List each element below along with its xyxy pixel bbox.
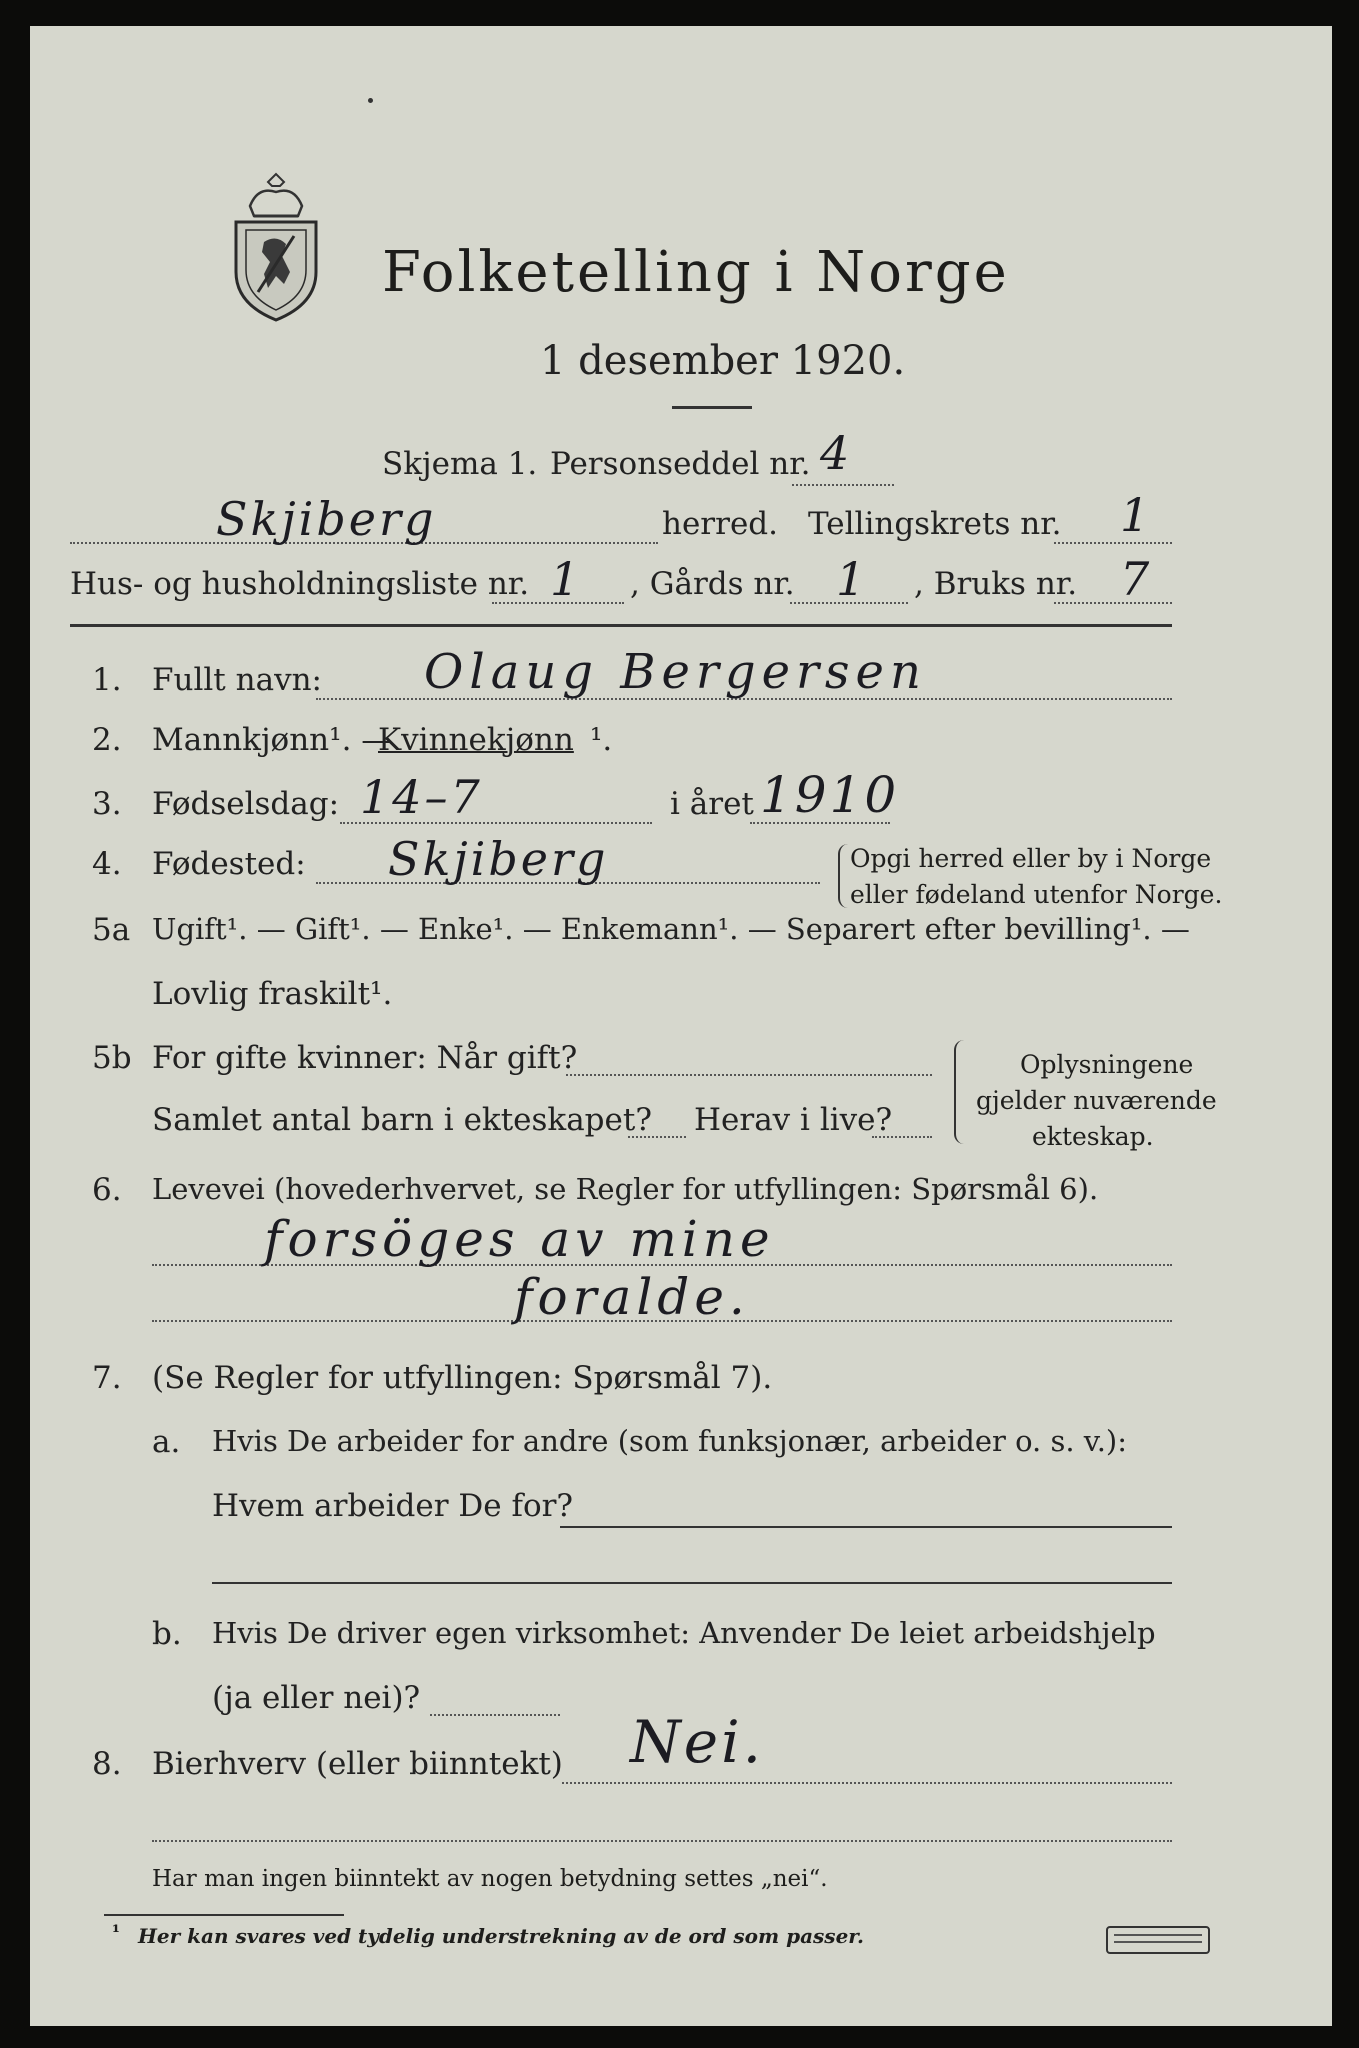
q7b-yesno-label: (ja eller nei)? — [212, 1680, 421, 1716]
norwegian-coat-of-arms-icon — [228, 172, 324, 322]
footnote-rule — [104, 1914, 344, 1916]
q4-value: Skjiberg — [388, 832, 609, 886]
q7a-extra-line — [212, 1582, 1172, 1584]
q5b-married-label: For gifte kvinner: Når gift? — [152, 1040, 578, 1076]
q4-label: Fødested: — [152, 846, 306, 882]
q5b-note-line3: ekteskap. — [1032, 1122, 1154, 1151]
q2-number: 2. — [92, 722, 122, 758]
q4-note-line1: Opgi herred eller by i Norge — [850, 844, 1212, 873]
q8-label: Bierhverv (eller biinntekt) — [152, 1746, 563, 1782]
q5a-option-divorced[interactable]: Lovlig fraskilt¹. — [152, 976, 393, 1012]
header-divider — [70, 624, 1172, 627]
paper-speck — [368, 98, 373, 103]
q6-value-line2: foralde. — [514, 1268, 750, 1326]
q4-note-brace — [838, 844, 848, 908]
q3-value: 14–7 — [360, 770, 483, 824]
q1-label: Fullt navn: — [152, 662, 322, 698]
q5b-married-line — [566, 1074, 932, 1076]
herred-label: herred. — [662, 506, 778, 542]
husliste-value: 1 — [550, 552, 583, 606]
q4-note-line2: eller fødeland utenfor Norge. — [850, 880, 1223, 909]
q5b-number: 5b — [92, 1040, 132, 1076]
census-date: 1 desember 1920. — [540, 338, 906, 384]
q1-value: Olaug Bergersen — [424, 644, 927, 700]
husliste-label: Hus- og husholdningsliste nr. — [70, 566, 530, 602]
q8-line — [562, 1782, 1172, 1784]
q4-number: 4. — [92, 846, 122, 882]
q6-number: 6. — [92, 1172, 122, 1208]
personseddel-label: Personseddel nr. — [550, 446, 811, 482]
q5b-note-line2: gjelder nuværende — [976, 1086, 1217, 1115]
q5b-note-brace — [954, 1040, 964, 1144]
q5b-alive-line — [872, 1136, 932, 1138]
q7a-employer-line — [560, 1526, 1172, 1528]
q7a-label: Hvis De arbeider for andre (som funksjonær, arbeider o. s. v.): — [212, 1424, 1128, 1458]
biinntekt-note: Har man ingen biinntekt av nogen betydning settes „nei“. — [152, 1866, 828, 1892]
title-rule — [672, 406, 752, 409]
q3-year-label: i året — [670, 786, 754, 822]
herred-value: Skjiberg — [216, 492, 437, 546]
tellingskrets-value: 1 — [1120, 488, 1153, 542]
q7-number: 7. — [92, 1360, 122, 1396]
tellingskrets-label: Tellingskrets nr. — [808, 506, 1062, 542]
q7a-employer-label: Hvem arbeider De for? — [212, 1488, 574, 1524]
personseddel-line — [792, 484, 894, 486]
q5b-note-line1: Oplysningene — [1020, 1050, 1194, 1079]
gards-label: , Gårds nr. — [630, 566, 795, 602]
q8-value: Nei. — [630, 1708, 765, 1776]
q1-number: 1. — [92, 662, 122, 698]
q7a-letter: a. — [152, 1424, 181, 1460]
q5b-alive-label: Herav i live? — [694, 1102, 893, 1138]
q5b-children-line — [628, 1136, 686, 1138]
q8-line2 — [152, 1840, 1172, 1842]
q5b-children-label: Samlet antal barn i ekteskapet? — [152, 1102, 652, 1138]
q6-value-line1: forsöges av mine — [264, 1210, 775, 1268]
q5a-number: 5a — [92, 912, 131, 948]
skjema-label: Skjema 1. — [382, 446, 538, 482]
gards-value: 1 — [836, 552, 869, 606]
q2-option-male[interactable]: Mannkjønn¹. — — [152, 722, 393, 758]
q8-number: 8. — [92, 1746, 122, 1782]
bruks-label: , Bruks nr. — [914, 566, 1078, 602]
printer-stamp-icon — [1106, 1926, 1210, 1954]
q7b-letter: b. — [152, 1616, 182, 1652]
q6-label: Levevei (hovederhvervet, se Regler for utfyllingen: Spørsmål 6). — [152, 1172, 1099, 1206]
q7b-label: Hvis De driver egen virksomhet: Anvender De leiet arbeidshjelp — [212, 1616, 1156, 1650]
tellingskrets-line — [1054, 542, 1172, 544]
q2-option-female[interactable]: Kvinnekjønn — [378, 722, 574, 758]
footnote-text: Her kan svares ved tydelig understrekning av de ord som passer. — [138, 1924, 864, 1948]
q3-year-value: 1910 — [760, 766, 900, 824]
q7b-yesno-line — [430, 1714, 560, 1716]
bruks-line — [1054, 602, 1172, 604]
census-form-sheet — [30, 26, 1332, 2026]
form-title: Folketelling i Norge — [382, 240, 1010, 305]
personseddel-value: 4 — [820, 426, 853, 480]
bruks-value: 7 — [1120, 552, 1153, 606]
q7-label: (Se Regler for utfyllingen: Spørsmål 7). — [152, 1360, 773, 1396]
footnote-mark: ¹ — [112, 1922, 120, 1943]
q5a-options[interactable]: Ugift¹. — Gift¹. — Enke¹. — Enkemann¹. — Separert efter bevilling¹. — — [152, 912, 1190, 946]
q2-superscript: ¹. — [590, 722, 613, 758]
q3-label: Fødselsdag: — [152, 786, 340, 822]
q3-number: 3. — [92, 786, 122, 822]
